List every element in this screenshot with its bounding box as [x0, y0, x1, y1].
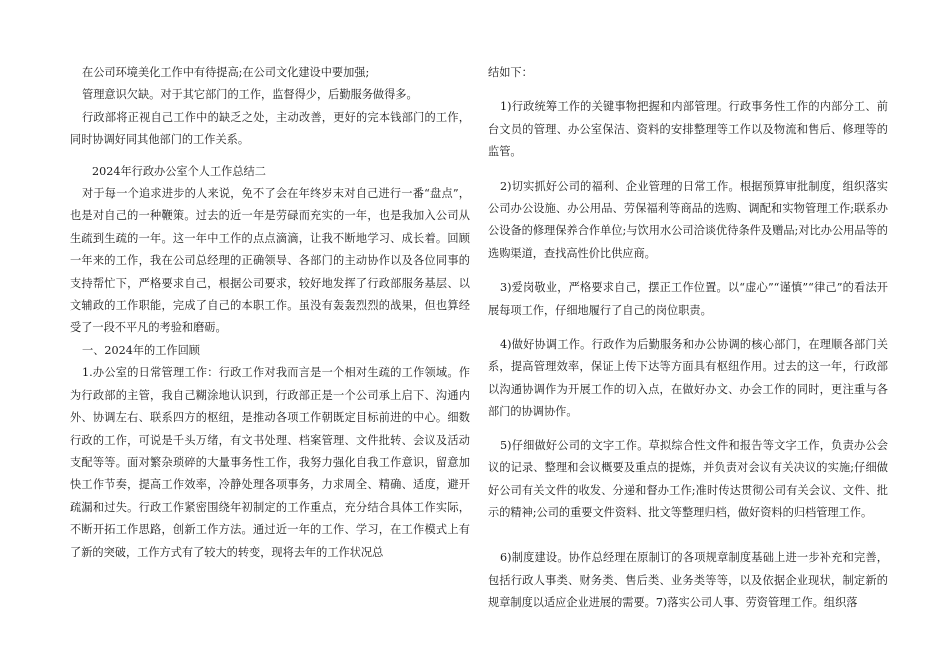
- paragraph: 1.办公室的日常管理工作：行政工作对我而言是一个相对生疏的工作领域。作为行政部的主管，我自己糊涂地认识到，行政部正是一个公司承上启下、沟通内外、协调左右、联系四方的枢纽，是推动各项工作朝既定目标前进的中心。细数行政的工作，可说是千头万绪，有文书处理、档案管理、文件批转、会议及活动支配等等。面对繁杂琐碎的大量事务性工作，我努力强化自我工作意识，留意加快工作节奏，提高工作效率，冷静处理各项事务，力求周全、精确、适度，避开疏漏和过失。行政工作紧密围绕年初制定的工作重点，充分结合具体工作实际，不断开拓工作思路，创新工作方法。通过近一年的工作、学习，在工作模式上有了新的突破，工作方式有了较大的转变，现将去年的工作状况总: [70, 366, 470, 559]
- paragraph: 1)行政统筹工作的关键事物把握和内部管理。行政事务性工作的内部分工、前台文员的管理、办公室保洁、资料的安排整理等工作以及物流和售后、修理等的监管。: [488, 100, 888, 159]
- paragraph: 5)仔细做好公司的文字工作。草拟综合性文件和报告等文字工作，负责办公会议的记录、整理和会议概要及重点的提炼，并负责对会议有关决议的实施;仔细做好公司有关文件的收发、分递和督办工作;准时传达贯彻公司有关会议、文件、批示的精神;公司的重要文件资料、批文等整理归档，做好资料的归档管理工作。: [488, 438, 888, 519]
- paragraph: 管理意识欠缺。对于其它部门的工作，监督得少，后勤服务做得多。: [82, 88, 418, 102]
- paragraph: 3)爱岗敬业，严格要求自己，摆正工作位置。以“虚心”“谨慎”“律己”的看法开展每项工作，仔细地履行了自己的岗位职责。: [488, 281, 888, 317]
- left-column: [70, 62, 470, 564]
- paragraph: 结如下：: [488, 66, 533, 79]
- right-column: [488, 62, 888, 615]
- section-title: 2024年行政办公室个人工作总结二: [92, 164, 266, 178]
- paragraph: 2)切实抓好公司的福利、企业管理的日常工作。根据预算审批制度，组织落实公司办公设施、办公用品、劳保福利等商品的选购、调配和实物管理工作;联系办公设备的修理保养合作单位;与饮用水公司洽谈优待条件及赠品;对比办公用品等的选购渠道，查找高性价比供应商。: [488, 179, 888, 260]
- paragraph: 6)制度建设。协作总经理在原制订的各项规章制度基础上进一步补充和完善，包括行政人事类、财务类、售后类、业务类等等，以及依据企业现状，制定新的规章制度以适应企业进展的需要。7)落实公司人事、劳资管理工作。组织落: [488, 551, 888, 610]
- paragraph: 在公司环境美化工作中有待提高;在公司文化建设中要加强;: [82, 66, 370, 79]
- section-heading: 一、2024年的工作回顾: [82, 343, 200, 357]
- paragraph: 行政部将正视自己工作中的缺乏之处，主动改善，更好的完本钱部门的工作，同时协调好同其他部门的工作关系。: [70, 110, 470, 147]
- paragraph: 对于每一个追求进步的人来说，免不了会在年终岁末对自己进行一番“盘点”，也是对自己的一种鞭策。过去的近一年是劳碌而充实的一年，也是我加入公司从生疏到生疏的一年。这一年中工作的点点滴滴，让我不断地学习、成长着。回顾一年来的工作，我在公司总经理的正确领导、各部门的主动协作以及各位同事的支持帮忙下，严格要求自己，根据公司要求，较好地发挥了行政部服务基层、以文辅政的工作职能，完成了自己的本职工作。虽没有轰轰烈烈的战果，但也算经受了一段不平凡的考验和磨砺。: [70, 187, 470, 335]
- paragraph: 4)做好协调工作。行政作为后勤服务和办公协调的核心部门，在理顺各部门关系，提高管理效率，保证上传下达等方面具有枢纽作用。过去的这一年，行政部以沟通协调作为开展工作的切入点，在做好办文、办会工作的同时，更注重与各部门的协调协作。: [488, 338, 888, 419]
